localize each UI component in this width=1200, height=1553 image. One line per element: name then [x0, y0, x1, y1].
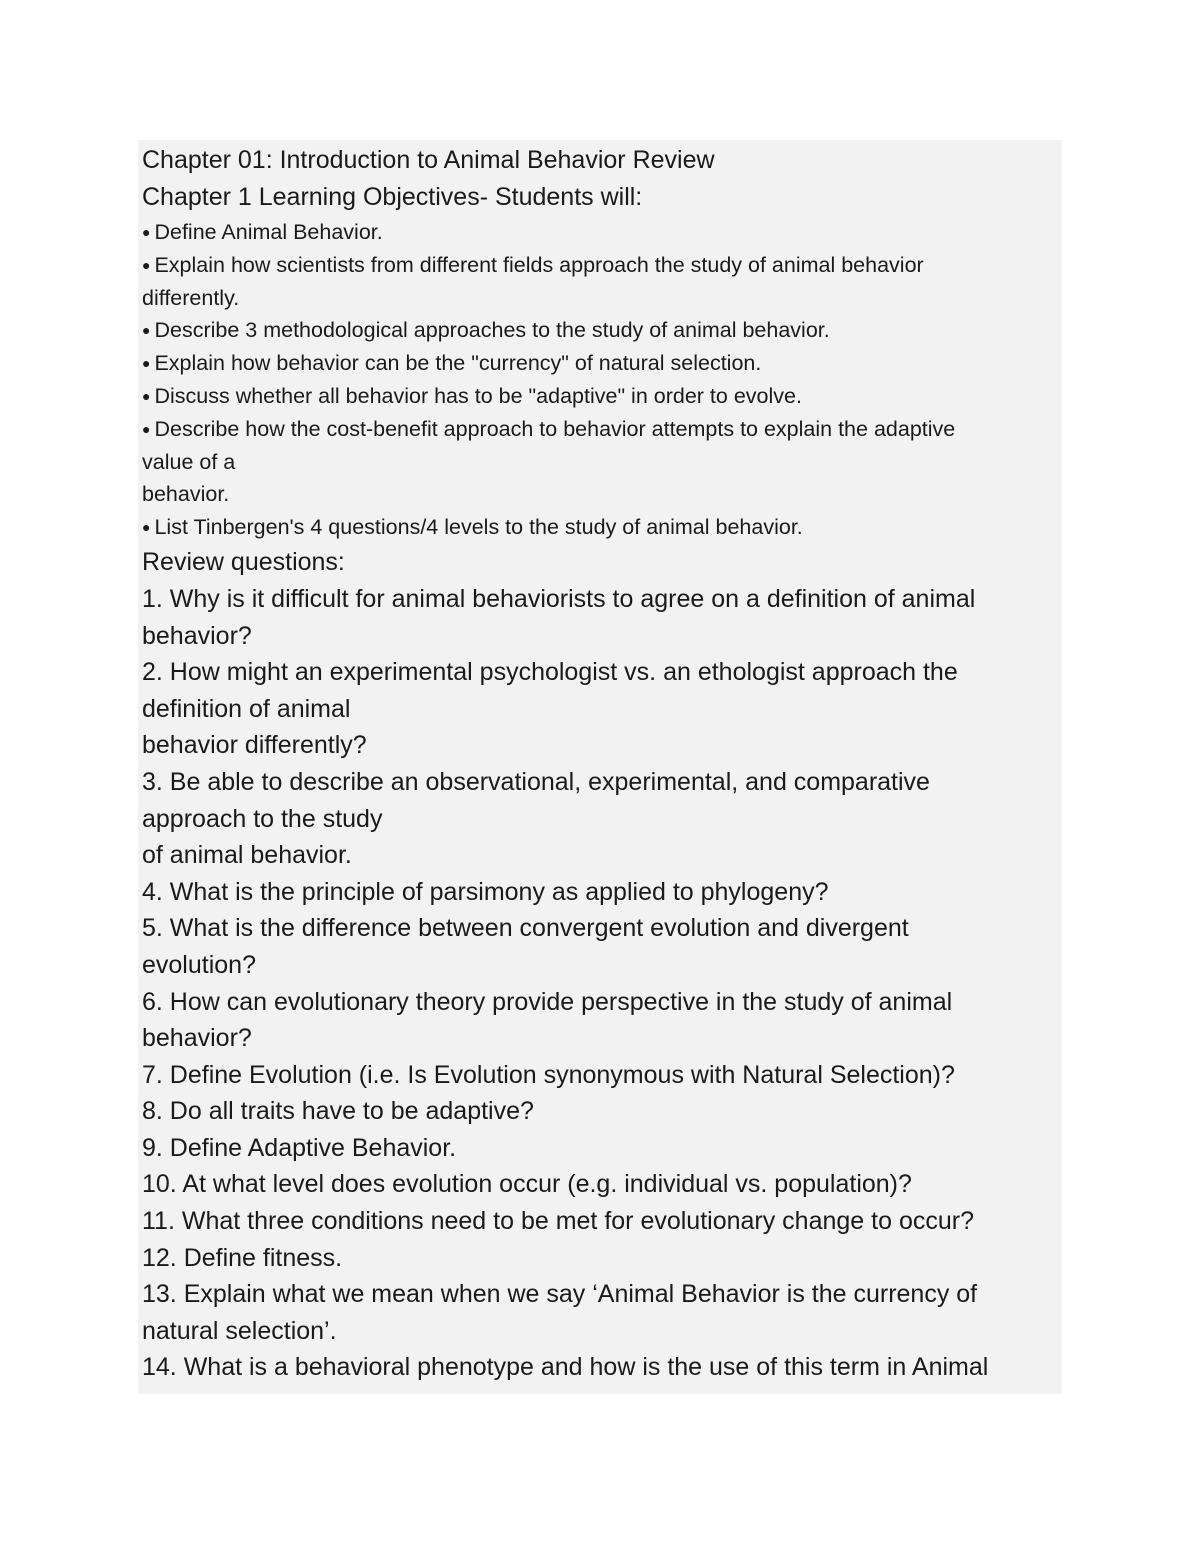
- objective-item: [142, 249, 1052, 315]
- review-question-item: [142, 581, 1052, 654]
- review-question-item: [142, 764, 1052, 874]
- review-question-line: 12. Define fitness.: [142, 1243, 343, 1272]
- objective-line: [142, 478, 1052, 511]
- objective-line: [142, 446, 1052, 479]
- objective-text: differently.: [142, 285, 240, 310]
- review-question-item: [142, 1130, 1052, 1167]
- objective-line: [142, 413, 1052, 446]
- objective-line: [142, 216, 1052, 249]
- objective-line: [142, 511, 1052, 544]
- review-question-line: 1. Why is it difficult for animal behaviorists to agree on a definition of animal: [142, 584, 976, 613]
- review-question-item: [142, 1349, 1052, 1386]
- objective-text: Discuss whether all behavior has to be "adaptive" in order to evolve.: [154, 383, 802, 408]
- review-question-line: of animal behavior.: [142, 841, 352, 870]
- objective-text: Explain how scientists from different fields approach the study of animal behavior: [154, 252, 924, 277]
- document-title: Chapter 01: Introduction to Animal Behavior Review: [142, 146, 715, 174]
- objectives-list: [142, 216, 1052, 544]
- review-question-item: [142, 654, 1052, 764]
- review-question-item: [142, 1203, 1052, 1240]
- objective-text: Describe 3 methodological approaches to the study of animal behavior.: [154, 318, 830, 343]
- review-question-line: 9. Define Adaptive Behavior.: [142, 1133, 457, 1162]
- review-question-item: [142, 910, 1052, 983]
- review-question-line: evolution?: [142, 950, 256, 979]
- review-question-line: 7. Define Evolution (i.e. Is Evolution synonymous with Natural Selection)?: [142, 1060, 955, 1089]
- review-question-line: natural selection’.: [142, 1316, 337, 1345]
- objective-text: behavior.: [142, 482, 230, 507]
- review-question-line: 2. How might an experimental psychologist vs. an ethologist approach the: [142, 658, 958, 687]
- objective-text: List Tinbergen's 4 questions/4 levels to the study of animal behavior.: [154, 515, 803, 540]
- review-question-line: definition of animal: [142, 694, 351, 723]
- objective-text: Explain how behavior can be the "currency" of natural selection.: [154, 351, 762, 376]
- review-question-line: approach to the study: [142, 804, 383, 833]
- objective-text: Describe how the cost-benefit approach to behavior attempts to explain the adaptive: [154, 416, 956, 441]
- review-question-line: behavior differently?: [142, 731, 367, 760]
- review-question-item: [142, 1057, 1052, 1094]
- bullet-icon: ●: [142, 256, 151, 273]
- objective-text: value of a: [142, 449, 236, 474]
- review-question-item: [142, 1240, 1052, 1277]
- review-question-item: [142, 874, 1052, 911]
- objective-item: [142, 314, 1052, 347]
- objective-item: [142, 347, 1052, 380]
- review-question-line: 4. What is the principle of parsimony as applied to phylogeny?: [142, 877, 829, 906]
- bullet-icon: ●: [142, 519, 151, 536]
- objective-line: [142, 380, 1052, 413]
- review-question-line: behavior?: [142, 621, 252, 650]
- objective-line: [142, 249, 1052, 282]
- objective-line: [142, 314, 1052, 347]
- objective-line: [142, 282, 1052, 315]
- review-question-line: 10. At what level does evolution occur (e.g. individual vs. population)?: [142, 1170, 912, 1199]
- review-question-item: [142, 984, 1052, 1057]
- review-question-item: [142, 1166, 1052, 1203]
- bullet-icon: ●: [142, 224, 151, 240]
- review-question-line: 14. What is a behavioral phenotype and how is the use of this term in Animal: [142, 1353, 989, 1382]
- review-question-line: 6. How can evolutionary theory provide perspective in the study of animal: [142, 987, 953, 1016]
- objective-item: [142, 413, 1052, 511]
- review-question-line: 5. What is the difference between convergent evolution and divergent: [142, 914, 909, 943]
- objective-item: [142, 216, 1052, 249]
- review-question-line: 8. Do all traits have to be adaptive?: [142, 1097, 534, 1126]
- bullet-icon: ●: [142, 420, 151, 437]
- bullet-icon: ●: [142, 387, 151, 404]
- review-question-item: [142, 1093, 1052, 1130]
- objective-item: [142, 511, 1052, 544]
- bullet-icon: ●: [142, 322, 151, 339]
- objectives-heading: Chapter 1 Learning Objectives- Students will:: [142, 183, 643, 211]
- review-question-line: 13. Explain what we mean when we say ‘Animal Behavior is the currency of: [142, 1280, 978, 1309]
- review-question-item: [142, 1276, 1052, 1349]
- highlighted-text-block: [138, 140, 1062, 1394]
- objective-item: [142, 380, 1052, 413]
- review-questions-heading: Review questions:: [142, 547, 345, 576]
- objective-text: Define Animal Behavior.: [154, 220, 383, 244]
- review-question-line: behavior?: [142, 1024, 252, 1053]
- objective-line: [142, 347, 1052, 380]
- review-question-line: 11. What three conditions need to be met for evolutionary change to occur?: [142, 1207, 974, 1236]
- review-question-line: 3. Be able to describe an observational, experimental, and comparative: [142, 767, 930, 796]
- review-questions-list: [142, 581, 1052, 1386]
- bullet-icon: ●: [142, 355, 151, 372]
